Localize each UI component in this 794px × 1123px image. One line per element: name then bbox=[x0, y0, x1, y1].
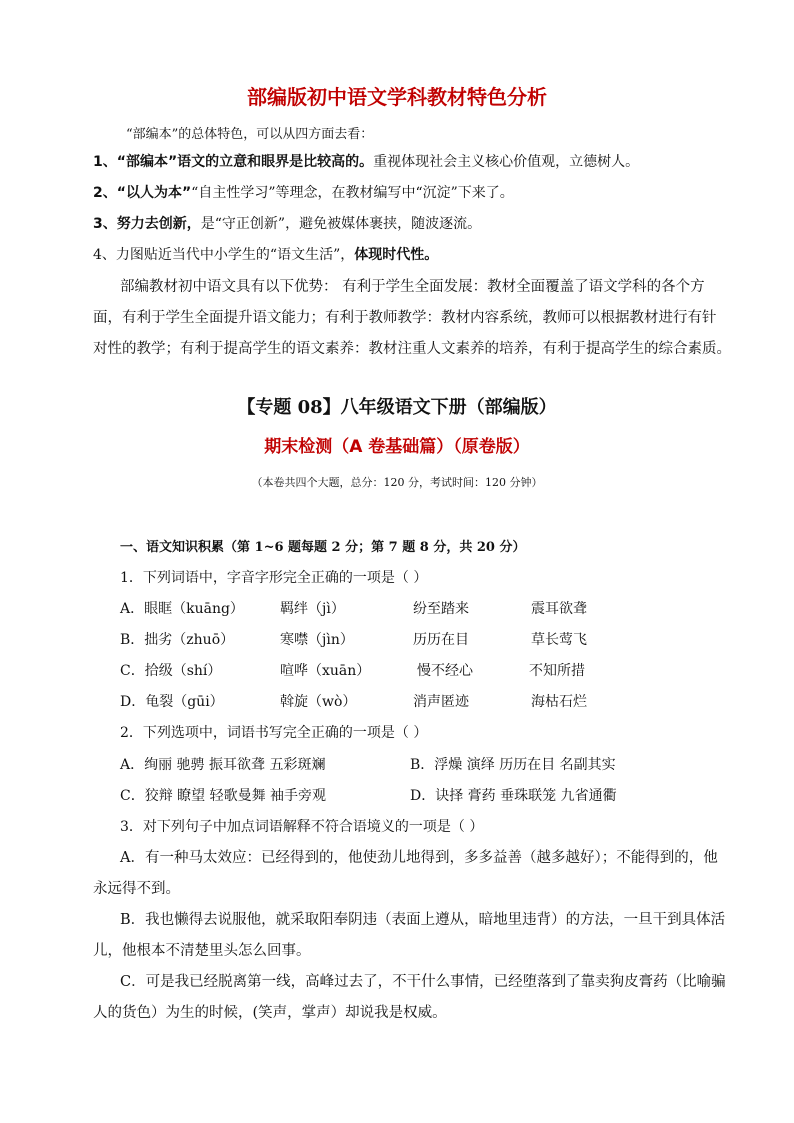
q3-line-5: C．可是我已经脱离第一线，高峰过去了，不干什么事情，已经堕落到了靠卖狗皮膏药（比喻骗 bbox=[120, 974, 726, 990]
q1-a-col2: 羁绊（jì） bbox=[280, 601, 345, 617]
q1-a-col4: 震耳欲聋 bbox=[531, 601, 587, 617]
q2-option-a: A．绚丽 驰骋 振耳欲聋 五彩斑斓 bbox=[120, 757, 326, 773]
q1-d-col2: 斡旋（wò） bbox=[280, 694, 357, 710]
q3-line-6: 人的货色）为生的时候，(笑声，掌声）却说我是权威。 bbox=[93, 1005, 447, 1021]
q3-line-1: A．有一种马太效应：已经得到的，他使劲儿地得到，多多益善（越多越好）；不能得到的，他 bbox=[120, 850, 718, 866]
q1-stem: 1．下列词语中，字音字形完全正确的一项是（ ） bbox=[120, 570, 428, 586]
q1-a-col3: 纷至踏来 bbox=[413, 601, 469, 617]
q1-d-col4: 海枯石烂 bbox=[531, 694, 587, 710]
intro-paragraph-line-3: 对性的教学；有利于提高学生的语文素养：教材注重人文素养的培养，有利于提高学生的综合素质。 bbox=[93, 341, 731, 357]
intro-point-4-text: 体现时代性。 bbox=[354, 247, 439, 263]
q1-d-col1: D．龟裂（gūi） bbox=[120, 694, 224, 710]
q1-a-col1: A．眼眶（kuāng） bbox=[120, 601, 244, 617]
q1-b-col3: 历历在目 bbox=[413, 632, 469, 648]
exam-subheading: 期末检测（A 卷基础篇）（原卷版） bbox=[264, 437, 530, 457]
q3-line-4: 儿，他根本不清楚里头怎么回事。 bbox=[93, 943, 311, 959]
q2-option-d: D．诀择 膏药 垂珠联笼 九省通衢 bbox=[410, 788, 617, 804]
q1-c-col2: 喧哗（xuān） bbox=[280, 663, 371, 679]
q3-line-2: 永远得不到。 bbox=[93, 881, 180, 897]
intro-point-3 bbox=[93, 214, 481, 234]
q1-b-col2: 寒噤（jìn） bbox=[280, 632, 354, 648]
intro-point-3-text: 是“守正创新”，避免被媒体裹挟，随波逐流。 bbox=[200, 216, 482, 232]
exam-heading: 【专题 08】八年级语文下册（部编版） bbox=[237, 397, 557, 418]
intro-point-1 bbox=[93, 152, 639, 172]
intro-point-1-label: 1、“部编本”语文的立意和眼界是比较高的。 bbox=[93, 154, 374, 170]
q2-option-c: C．狡辩 瞭望 轻歌曼舞 袖手旁观 bbox=[120, 788, 327, 804]
exam-note: （本卷共四个大题，总分：120 分，考试时间：120 分钟） bbox=[251, 476, 543, 489]
q3-line-3: B．我也懒得去说服他，就采取阳奉阴违（表面上遵从，暗地里违背）的方法，一旦干到具体活 bbox=[120, 912, 726, 928]
intro-point-2 bbox=[93, 183, 514, 203]
intro-point-2-text: “自主性学习”等理念，在教材编写中“沉淀”下来了。 bbox=[191, 185, 514, 201]
q1-c-col4: 不知所措 bbox=[529, 663, 585, 679]
q1-d-col3: 消声匿迹 bbox=[413, 694, 469, 710]
q2-option-b: B．浮燥 演绎 历历在目 名副其实 bbox=[410, 757, 616, 773]
intro-point-4 bbox=[93, 245, 438, 265]
q2-stem: 2．下列选项中，词语书写完全正确的一项是（ ） bbox=[120, 725, 428, 741]
intro-lead: “部编本”的总体特色，可以从四方面去看： bbox=[126, 127, 374, 142]
intro-point-4-label: 4、力图贴近当代中小学生的“语文生活”， bbox=[93, 247, 355, 263]
intro-title: 部编版初中语文学科教材特色分析 bbox=[247, 85, 547, 109]
q1-b-col4: 草长莺飞 bbox=[531, 632, 587, 648]
intro-paragraph-line-1: 部编教材初中语文具有以下优势： 有利于学生全面发展：教材全面覆盖了语文学科的各个方 bbox=[120, 279, 705, 295]
intro-point-2-label: 2、“以人为本” bbox=[93, 185, 192, 201]
q1-c-col1: C．拾级（shí） bbox=[120, 663, 222, 679]
section-1-heading: 一、语文知识积累（第 1~6 题每题 2 分；第 7 题 8 分，共 20 分） bbox=[120, 540, 526, 555]
intro-point-3-label: 3、努力去创新， bbox=[93, 216, 201, 232]
q1-c-col3: 慢不经心 bbox=[417, 663, 473, 679]
intro-paragraph-line-2: 面，有利于学生全面提升语文能力；有利于教师教学：教材内容系统，教师可以根据教材进行有针 bbox=[93, 310, 717, 326]
q1-b-col1: B．拙劣（zhuō） bbox=[120, 632, 235, 648]
intro-point-1-text: 重视体现社会主义核心价值观，立德树人。 bbox=[373, 154, 640, 170]
q3-stem: 3．对下列句子中加点词语解释不符合语境义的一项是（ ） bbox=[120, 819, 484, 835]
